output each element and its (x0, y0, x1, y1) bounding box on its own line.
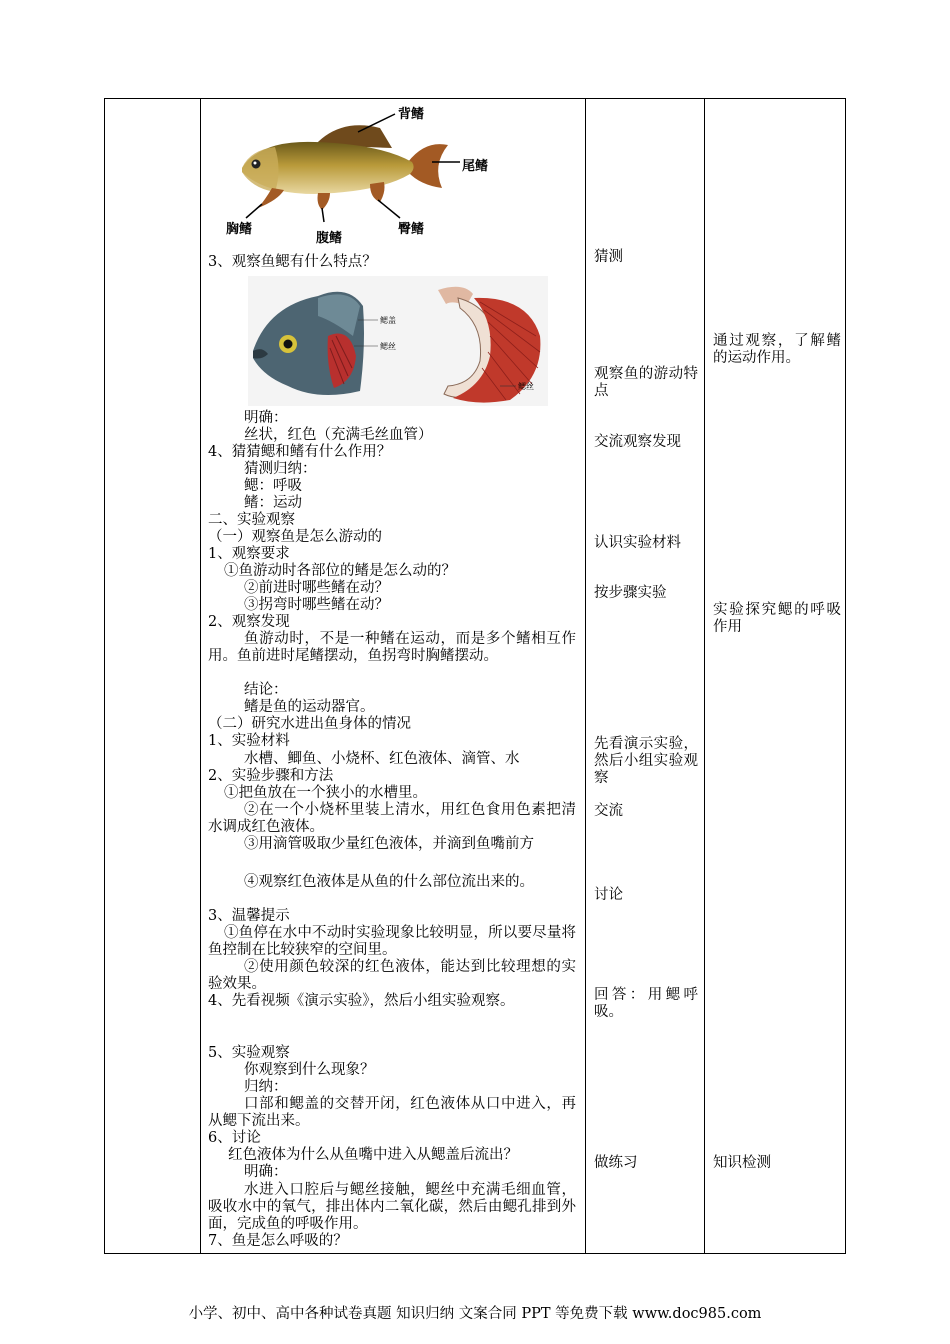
discussion-heading: 6、讨论 (208, 1130, 261, 1146)
student-activity-exchange: 交流 (594, 803, 623, 819)
steps-heading: 2、实验步骤和方法 (208, 768, 334, 784)
subsection-2-heading: （二）研究水进出鱼身体的情况 (208, 716, 411, 732)
student-activity-practice: 做练习 (594, 1155, 638, 1171)
guess-summary-label: 猜测归纳： (244, 461, 317, 477)
student-activity-observe-swim: 观察鱼的游动特点 (594, 366, 698, 399)
observation-summary: 口部和鳃盖的交替开闭，红色液体从口中进入，再从鳃下流出来。 (208, 1096, 576, 1129)
tip-2: ②使用颜色较深的红色液体，能达到比较理想的实验效果。 (208, 959, 576, 992)
student-activity-materials: 认识实验材料 (594, 535, 681, 551)
question-4: 4、猜猜鳃和鳍有什么作用？ (208, 444, 392, 460)
conclusion-label: 结论： (244, 682, 288, 698)
question-7: 7、鱼是怎么呼吸的？ (208, 1233, 348, 1249)
video-instruction: 4、先看视频《演示实验》，然后小组实验观察。 (208, 993, 515, 1009)
step-2: ②在一个小烧杯里装上清水，用红色食用色素把清水调成红色液体。 (208, 802, 576, 835)
student-activity-steps: 按步骤实验 (594, 585, 667, 601)
requirement-3: ③拐弯时哪些鳍在动？ (244, 597, 389, 613)
student-activity-discuss: 讨论 (594, 887, 623, 903)
gill-filament-label-2: 鳃丝 (518, 382, 534, 391)
student-activity-share: 交流观察发现 (594, 434, 681, 450)
gill-role-text: 鳃：呼吸 (244, 478, 302, 494)
step-3: ③用滴管吸取少量红色液体，并滴到鱼嘴前方 (244, 836, 534, 852)
pelvic-fin-label: 腹鳍 (316, 231, 343, 246)
observation-question: 你观察到什么现象？ (244, 1062, 375, 1078)
anal-fin-label: 臀鳍 (398, 222, 425, 237)
clarify-label: 明确： (244, 410, 288, 426)
student-activity-answer: 回答：用鳃呼吸。 (594, 987, 698, 1020)
column-divider (200, 99, 201, 1253)
tips-heading: 3、温馨提示 (208, 908, 290, 924)
materials-heading: 1、实验材料 (208, 733, 290, 749)
tip-1: ①鱼停在水中不动时实验现象比较明显，所以要尽量将鱼控制在比较狭窄的空间里。 (208, 925, 576, 958)
requirement-2: ②前进时哪些鳍在动？ (244, 580, 389, 596)
intent-knowledge-check: 知识检测 (713, 1155, 771, 1171)
clarify-label-2: 明确： (244, 1164, 288, 1180)
page-footer: 小学、初中、高中各种试卷真题 知识归纳 文案合同 PPT 等免费下载 www.doc985.com (188, 1306, 762, 1322)
discussion-question: 红色液体为什么从鱼嘴中进入从鳃盖后流出？ (228, 1147, 518, 1163)
operculum-label: 鳃盖 (380, 316, 396, 325)
respiration-explanation: 水进入口腔后与鳃丝接触，鳃丝中充满毛细血管，吸收水中的氧气，排出体内二氧化碳，然后由鳃孔排到外面，完成鱼的呼吸作用。 (208, 1182, 576, 1232)
caudal-fin-label: 尾鳍 (462, 159, 489, 174)
conclusion-text: 鳍是鱼的运动器官。 (244, 699, 375, 715)
subsection-1-heading: （一）观察鱼是怎么游动的 (208, 529, 382, 545)
gill-figure (248, 276, 548, 406)
column-divider (704, 99, 705, 1253)
question-3: 3、观察鱼鳃有什么特点？ (208, 254, 377, 270)
fish-illustration (220, 100, 500, 245)
fish-anatomy-figure (220, 100, 500, 245)
findings-heading: 2、观察发现 (208, 614, 290, 630)
gill-feature-text: 丝状，红色（充满毛丝血管） (244, 427, 433, 443)
observation-heading: 5、实验观察 (208, 1045, 290, 1061)
intent-fin-function: 通过观察，了解鳍的运动作用。 (713, 333, 841, 366)
student-activity-demo: 先看演示实验，然后小组实验观察 (594, 736, 698, 786)
column-divider (585, 99, 586, 1253)
gill-filament-label: 鳃丝 (380, 342, 396, 351)
section-2-heading: 二、实验观察 (208, 512, 295, 528)
pectoral-fin-label: 胸鳍 (226, 222, 253, 237)
student-activity-guess: 猜测 (594, 249, 623, 265)
step-1: ①把鱼放在一个狭小的水槽里。 (224, 785, 427, 801)
findings-text: 鱼游动时，不是一种鳍在运动，而是多个鳍相互作用。鱼前进时尾鳍摆动，鱼拐弯时胸鳍摆动。 (208, 631, 576, 664)
gill-illustration (248, 276, 548, 406)
step-4: ④观察红色液体是从鱼的什么部位流出来的。 (244, 874, 534, 890)
requirement-1: ①鱼游动时各部位的鳍是怎么动的？ (224, 563, 456, 579)
dorsal-fin-label: 背鳍 (398, 107, 425, 122)
intent-gill-experiment: 实验探究鳃的呼吸作用 (713, 602, 841, 635)
lesson-table (104, 98, 846, 1254)
summary-label: 归纳： (244, 1079, 288, 1095)
materials-text: 水槽、鲫鱼、小烧杯、红色液体、滴管、水 (244, 751, 520, 767)
requirements-heading: 1、观察要求 (208, 546, 290, 562)
fin-role-text: 鳍：运动 (244, 495, 302, 511)
